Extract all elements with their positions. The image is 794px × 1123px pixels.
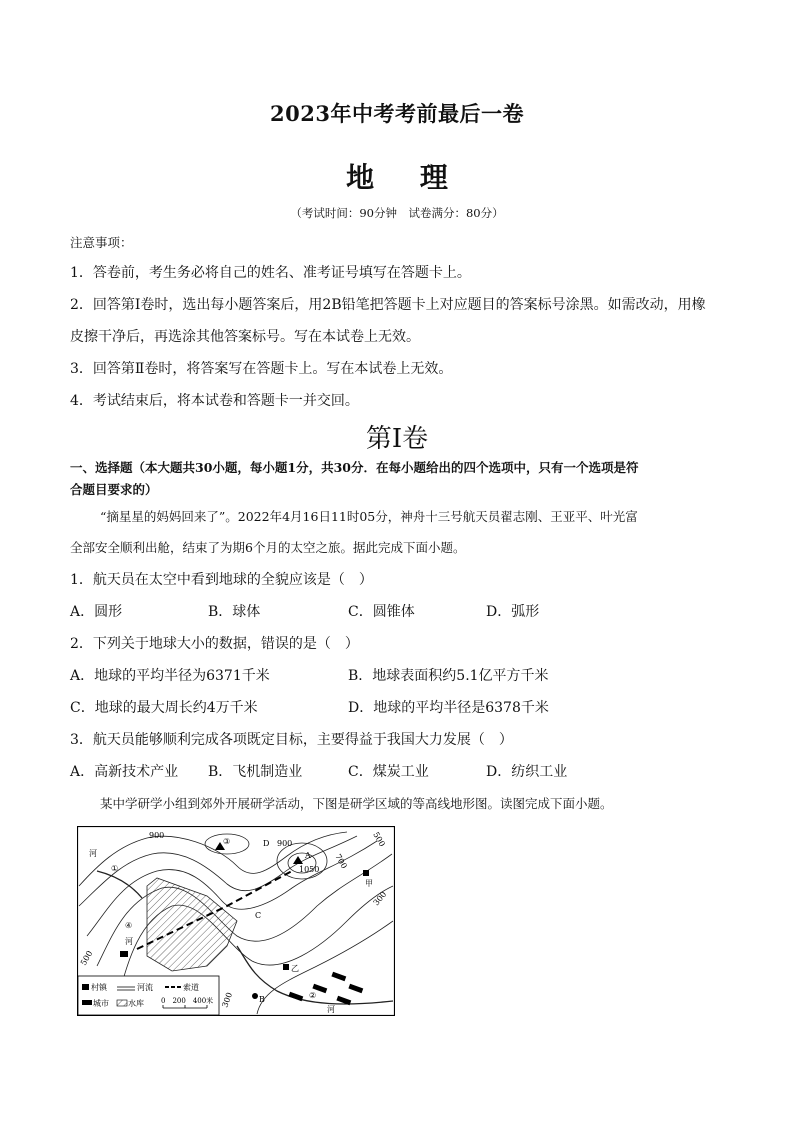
point-label-3: ③ (223, 837, 231, 846)
note-item-2-line-2: 皮擦干净后，再选涂其他答案标号。写在本试卷上无效。 (70, 329, 420, 345)
question-1-option-a: A．圆形 (70, 604, 123, 620)
note-item-3: 3．回答第Ⅱ卷时，将答案写在答题卡上。写在本试卷上无效。 (70, 361, 453, 377)
contour-label-300-east: 300 (371, 889, 389, 908)
question-2-option-a: A．地球的平均半径为6371千米 (70, 668, 270, 684)
question-2-option-d: D．地球的平均半径是6378千米 (348, 700, 549, 716)
legend-cableway-label: 索道 (183, 983, 199, 992)
question-3-option-c: C．煤炭工业 (348, 764, 429, 780)
exam-title: 2023年中考考前最后一卷 (270, 101, 524, 126)
river-label-lower: 河 (327, 1005, 335, 1014)
question-1-option-c: C．圆锥体 (348, 604, 415, 620)
contour-label-900-east: 900 (277, 839, 293, 848)
note-item-1: 1．答卷前，考生务必将自己的姓名、准考证号填写在答题卡上。 (70, 265, 471, 281)
point-label-2: ② (309, 991, 317, 1000)
legend-reservoir-label: 水库 (128, 999, 144, 1008)
point-label-yi: 乙 (291, 964, 299, 973)
note-item-2-line-1: 2．回答第Ⅰ卷时，选出每小题答案后，用2B铅笔把答题卡上对应题目的答案标号涂黑。如需改动，用橡 (70, 297, 706, 313)
contour-label-700: 700 (333, 852, 349, 871)
question-3-option-a: A．高新技术产业 (70, 764, 179, 780)
point-label-c: C (255, 911, 262, 920)
question-2-option-c: C．地球的最大周长约4万千米 (70, 700, 258, 716)
question-2-stem: 2．下列关于地球大小的数据，错误的是（ ） (70, 636, 359, 652)
legend-city-icon (82, 1000, 92, 1005)
question-2-option-b: B．地球表面积约5.1亿平方千米 (348, 668, 549, 684)
question-1-option-b: B．球体 (208, 604, 261, 620)
section-intro-line-1: 一、选择题（本大题共30小题，每小题1分，共30分．在每小题给出的四个选项中，只有一个选项是符 (70, 460, 639, 475)
legend-scale-label: 0 200 400米 (161, 997, 214, 1005)
question-3-option-d: D．纺织工业 (486, 764, 568, 780)
river-label-west: 河 (125, 937, 133, 946)
point-label-1: ① (111, 864, 119, 873)
legend-village-label: 村镇 (91, 983, 107, 992)
city-marker-west (120, 951, 128, 957)
point-label-b: B (259, 995, 265, 1004)
river-label-upper: 河 (89, 849, 97, 858)
passage-2: 某中学研学小组到郊外开展研学活动，下图是研学区域的等高线地形图。读图完成下面小题。 (100, 796, 613, 811)
point-label-a: A (305, 851, 311, 860)
point-label-d: D (263, 839, 270, 848)
village-marker-yi (283, 964, 289, 970)
contour-label-900: 900 (149, 831, 165, 840)
elevation-label-1050: 1050 (299, 865, 320, 874)
legend-river-label: 河流 (137, 983, 153, 992)
legend-reservoir-icon (117, 1000, 127, 1006)
point-b-marker (252, 993, 258, 999)
contour-label-500-west: 500 (78, 949, 95, 967)
legend-city-label: 城市 (93, 999, 109, 1008)
question-1-stem: 1．航天员在太空中看到地球的全貌应该是（ ） (70, 572, 373, 588)
legend-village-icon (82, 984, 89, 990)
point-label-4: ④ (125, 921, 133, 930)
section-title: 第Ⅰ卷 (365, 424, 429, 454)
section-intro-line-2: 合题目要求的） (70, 482, 158, 497)
village-marker-jia (363, 870, 369, 876)
question-3-option-b: B．飞机制造业 (208, 764, 303, 780)
point-label-jia: 甲 (365, 879, 373, 888)
legend-box (78, 976, 219, 1015)
note-item-4: 4．考试结束后，将本试卷和答题卡一并交回。 (70, 393, 359, 409)
question-3-stem: 3．航天员能够顺利完成各项既定目标，主要得益于我国大力发展（ ） (70, 732, 513, 748)
contour-map (77, 826, 395, 1016)
exam-info: （考试时间：90分钟 试卷满分：80分） (290, 206, 504, 220)
question-1-option-d: D．弧形 (486, 604, 540, 620)
passage-1-line-2: 全部安全顺利出舱，结束了为期6个月的太空之旅。据此完成下面小题。 (70, 540, 466, 555)
passage-1-line-1: “摘星星的妈妈回来了”。2022年4月16日11时05分，神舟十三号航天员翟志刚、王亚平、叶光富 (100, 509, 638, 524)
contour-label-500: 500 (371, 830, 387, 849)
subject-title: 地 理 (346, 161, 466, 194)
notes-heading: 注意事项： (70, 235, 133, 250)
contour-label-300-south: 300 (220, 991, 235, 1009)
